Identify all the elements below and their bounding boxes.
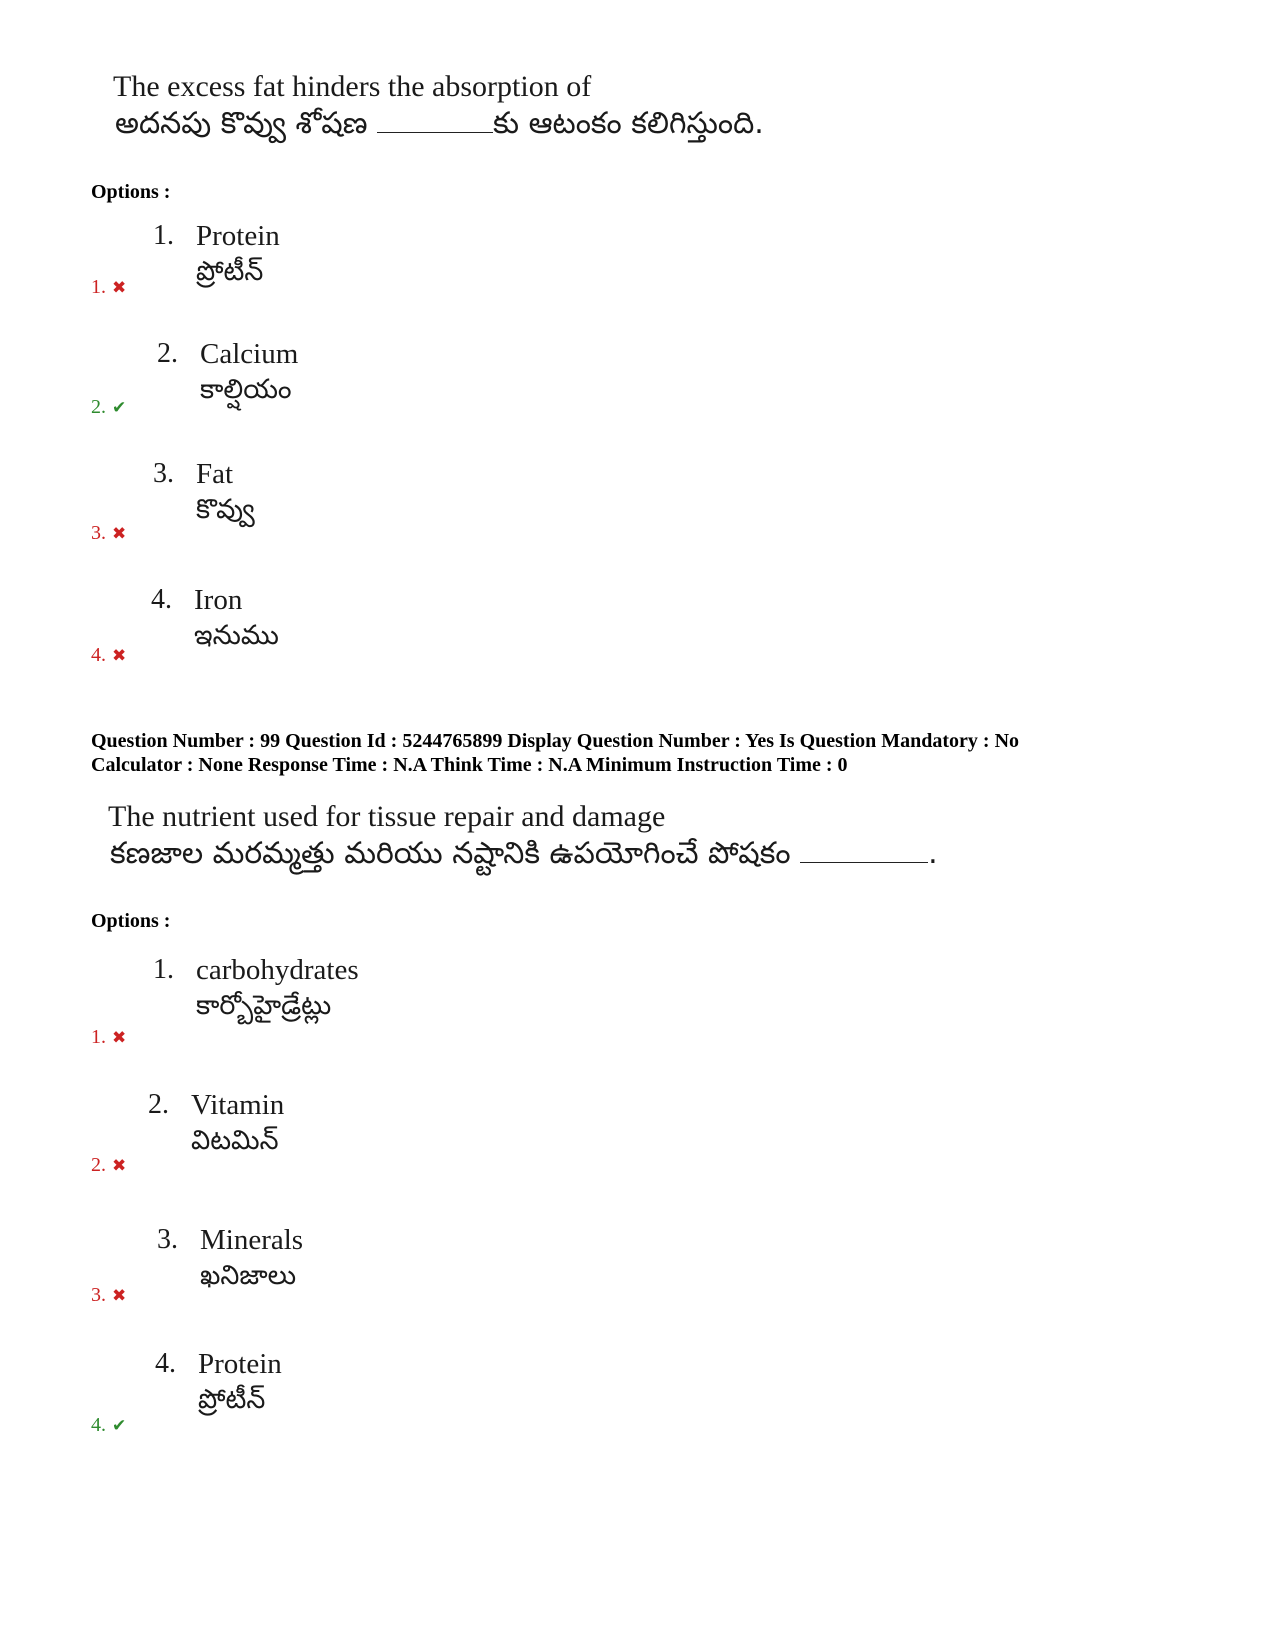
question-text-english: The excess fat hinders the absorption of: [113, 70, 592, 103]
question-meta-line2: Calculator : None Response Time : N.A Think Time : N.A Minimum Instruction Time : 0: [91, 754, 848, 776]
option-number: 4.: [151, 584, 172, 615]
option-text-english: Fat: [196, 458, 234, 490]
option-text-telugu: ఇనుము: [194, 620, 279, 651]
option-number: 1.: [153, 954, 174, 985]
answer-blank: [800, 861, 928, 863]
option-result-marker: [91, 1154, 126, 1177]
cross-icon: ✖: [112, 524, 127, 543]
marker-number: 1.: [91, 276, 106, 298]
marker-number: 3.: [91, 522, 106, 544]
option-text-telugu: ఖనిజాలు: [200, 1260, 297, 1291]
option-text-english: Vitamin: [191, 1089, 285, 1121]
option-text-telugu: విటమిన్: [191, 1125, 279, 1156]
option-text-telugu: కొవ్వు: [196, 494, 255, 525]
option-result-marker: [91, 396, 126, 419]
options-label: Options :: [91, 910, 171, 932]
checkmark-icon: ✔: [112, 1416, 127, 1435]
marker-number: 2.: [91, 1154, 106, 1176]
option-number: 1.: [153, 220, 174, 251]
option-text-english: Protein: [198, 1348, 282, 1380]
cross-icon: ✖: [112, 1286, 127, 1305]
marker-number: 4.: [91, 1414, 106, 1436]
marker-number: 3.: [91, 1284, 106, 1306]
option-text-telugu: కార్బోహైడ్రేట్లు: [196, 990, 332, 1021]
question-text-english: The nutrient used for tissue repair and damage: [108, 800, 666, 833]
question-text-telugu: [110, 836, 938, 878]
marker-number: 1.: [91, 1026, 106, 1048]
option-number: 2.: [157, 338, 178, 369]
cross-icon: ✖: [112, 1156, 127, 1175]
option-result-marker: [91, 522, 126, 545]
option-number: 4.: [155, 1348, 176, 1379]
option-text-english: Iron: [194, 584, 243, 616]
marker-number: 4.: [91, 644, 106, 666]
option-result-marker: [91, 1414, 126, 1437]
option-number: 3.: [157, 1224, 178, 1255]
marker-number: 2.: [91, 396, 106, 418]
cross-icon: ✖: [112, 1028, 127, 1047]
checkmark-icon: ✔: [112, 398, 127, 417]
option-result-marker: [91, 1284, 126, 1307]
option-result-marker: [91, 276, 126, 299]
answer-blank: [377, 131, 493, 133]
option-text-telugu: ప్రోటీన్: [198, 1384, 266, 1415]
cross-icon: ✖: [112, 278, 127, 297]
option-text-telugu: ప్రోటీన్: [196, 256, 264, 287]
question-text-telugu-after: కు ఆటంకం కలిగిస్తుంది.: [493, 106, 764, 141]
question-text-telugu: [115, 106, 764, 148]
cross-icon: ✖: [112, 646, 127, 665]
option-number: 3.: [153, 458, 174, 489]
option-text-english: Calcium: [200, 338, 299, 370]
option-text-english: Minerals: [200, 1224, 304, 1256]
option-text-telugu: కాల్షియం: [200, 374, 292, 405]
question-meta-line1: Question Number : 99 Question Id : 5244765899 Display Question Number : Yes Is Question Mandatory : No: [91, 730, 1020, 752]
question-text-telugu-after: .: [928, 836, 938, 871]
option-result-marker: [91, 644, 126, 667]
options-label: Options :: [91, 181, 171, 203]
question-text-telugu-before: కణజాల మరమ్మత్తు మరియు నష్టానికి ఉపయోగించే పోషకం: [110, 836, 801, 871]
option-number: 2.: [148, 1089, 169, 1120]
option-result-marker: [91, 1026, 126, 1049]
question-text-telugu-before: అదనపు కొవ్వు శోషణ: [115, 106, 378, 141]
option-text-english: Protein: [196, 220, 280, 252]
option-text-english: carbohydrates: [196, 954, 359, 986]
